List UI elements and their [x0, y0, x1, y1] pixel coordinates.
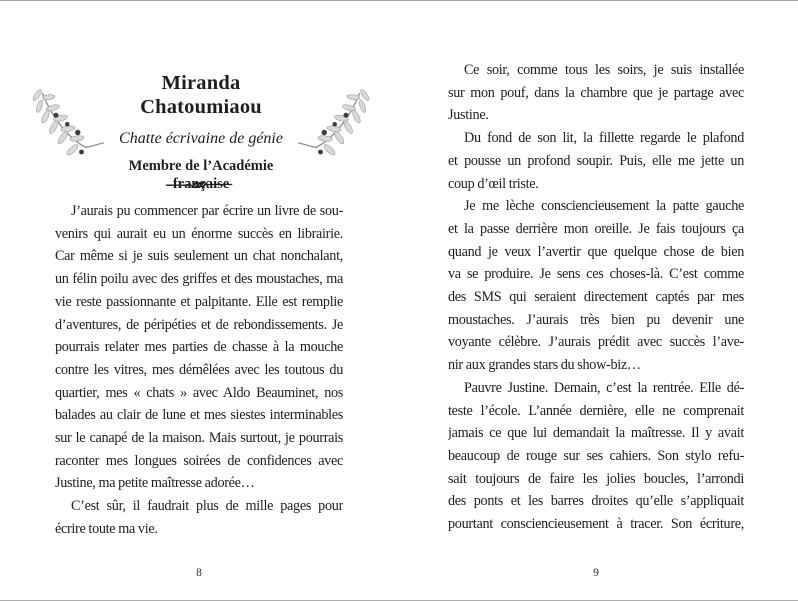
- text-line: et pousse un profond soupir. Puis, elle me jette un: [448, 152, 744, 169]
- text-line: des SMS qui seraient directement captés par mes: [448, 289, 744, 306]
- text-line: vie reste passionnante et palpitante. Elle est remplie: [55, 293, 343, 310]
- olive-branch-left-icon: [26, 77, 104, 172]
- text-line: voyante célèbre. J’aurais prédit avec succès l’ave-: [448, 334, 744, 351]
- text-line: balades au clair de lune et mes siestes interminables: [55, 407, 343, 424]
- text-line: coup d’œil triste.: [448, 175, 539, 192]
- text-line: un félin poilu avec des griffes et des moustaches, ma: [55, 271, 343, 288]
- text-line: sait toujours de faire les jolies boucles, l’arrondi: [448, 470, 744, 487]
- chapter-header-text: [104, 69, 298, 193]
- text-line: teste l’école. L’année dernière, elle ne comprenait: [448, 402, 744, 419]
- text-line: quand je veux l’avertir que quelque chose de bien: [448, 243, 744, 260]
- text-line: Car même si je suis seulement un chat nonchalant,: [55, 248, 343, 265]
- text-line: pourrais relater mes parties de chasse à la mouche: [55, 339, 343, 356]
- page-number-right: 9: [593, 567, 599, 579]
- text-line: Je me lèche consciencieusement la patte gauche: [464, 198, 744, 215]
- text-line: moustaches. J’aurais très bien pu devenir une: [448, 311, 744, 328]
- text-line: Ce soir, comme tous les soirs, je suis installée: [464, 62, 744, 78]
- text-line: nir aux grandes stars du show-biz…: [448, 357, 641, 374]
- text-line: sur mon pouf, dans la chambre que je partage avec: [448, 84, 744, 101]
- right-page-text: [448, 59, 744, 536]
- text-line: d’aventures, de péripéties et de rebondissements. Je: [55, 316, 343, 333]
- page-number-left: 8: [196, 567, 202, 579]
- text-line: quartier, mes « chats » avec Aldo Beauminet, nos: [55, 384, 343, 401]
- text-line: beaucoup de rouge sur ses cahiers. Son stylo refu-: [448, 447, 744, 464]
- author-affiliation: Membre de l’Académie française: [128, 158, 274, 192]
- text-line: Justine, ma petite maîtresse adorée…: [55, 475, 255, 492]
- text-line: J’aurais pu commencer par écrire un livre de sou-: [71, 203, 343, 219]
- text-line: des ponts et les barres droites qu’elle s’appliquait: [448, 493, 744, 510]
- chapter-header: [26, 69, 376, 193]
- text-line: pourtant consciencieusement à tracer. Son écriture,: [448, 516, 744, 533]
- rope-twist-divider-icon: [55, 176, 343, 194]
- text-line: va se produire. Je sens ces choses-là. C’est comme: [448, 266, 744, 283]
- text-line: contre les vitres, mes démêlées avec les toutous du: [55, 361, 343, 378]
- left-page-text: [55, 200, 343, 541]
- olive-branch-right-icon: [298, 77, 376, 172]
- author-name: Miranda Chatoumiaou: [140, 72, 262, 118]
- text-line: Du fond de son lit, la fillette regarde le plafond: [464, 130, 744, 147]
- text-line: Pauvre Justine. Demain, c’est la rentrée. Elle dé-: [464, 379, 744, 396]
- text-line: venirs qui aurait eu un énorme succès en librairie.: [55, 225, 343, 242]
- text-line: et la passe derrière mon oreille. Je fais toujours ça: [448, 220, 744, 237]
- text-line: raconter mes longues soirées de confidences avec: [55, 452, 343, 469]
- author-subtitle: Chatte écrivaine de génie: [119, 130, 283, 147]
- text-line: Justine.: [448, 107, 489, 124]
- text-line: C’est sûr, il faudrait plus de mille pages pour: [71, 498, 343, 515]
- text-line: sur le canapé de la maison. Mais surtout, je pourrais: [55, 430, 343, 447]
- text-line: jamais ce que lui demandait la maîtresse. Il y avait: [448, 425, 744, 442]
- text-line: écrire toute ma vie.: [55, 520, 158, 537]
